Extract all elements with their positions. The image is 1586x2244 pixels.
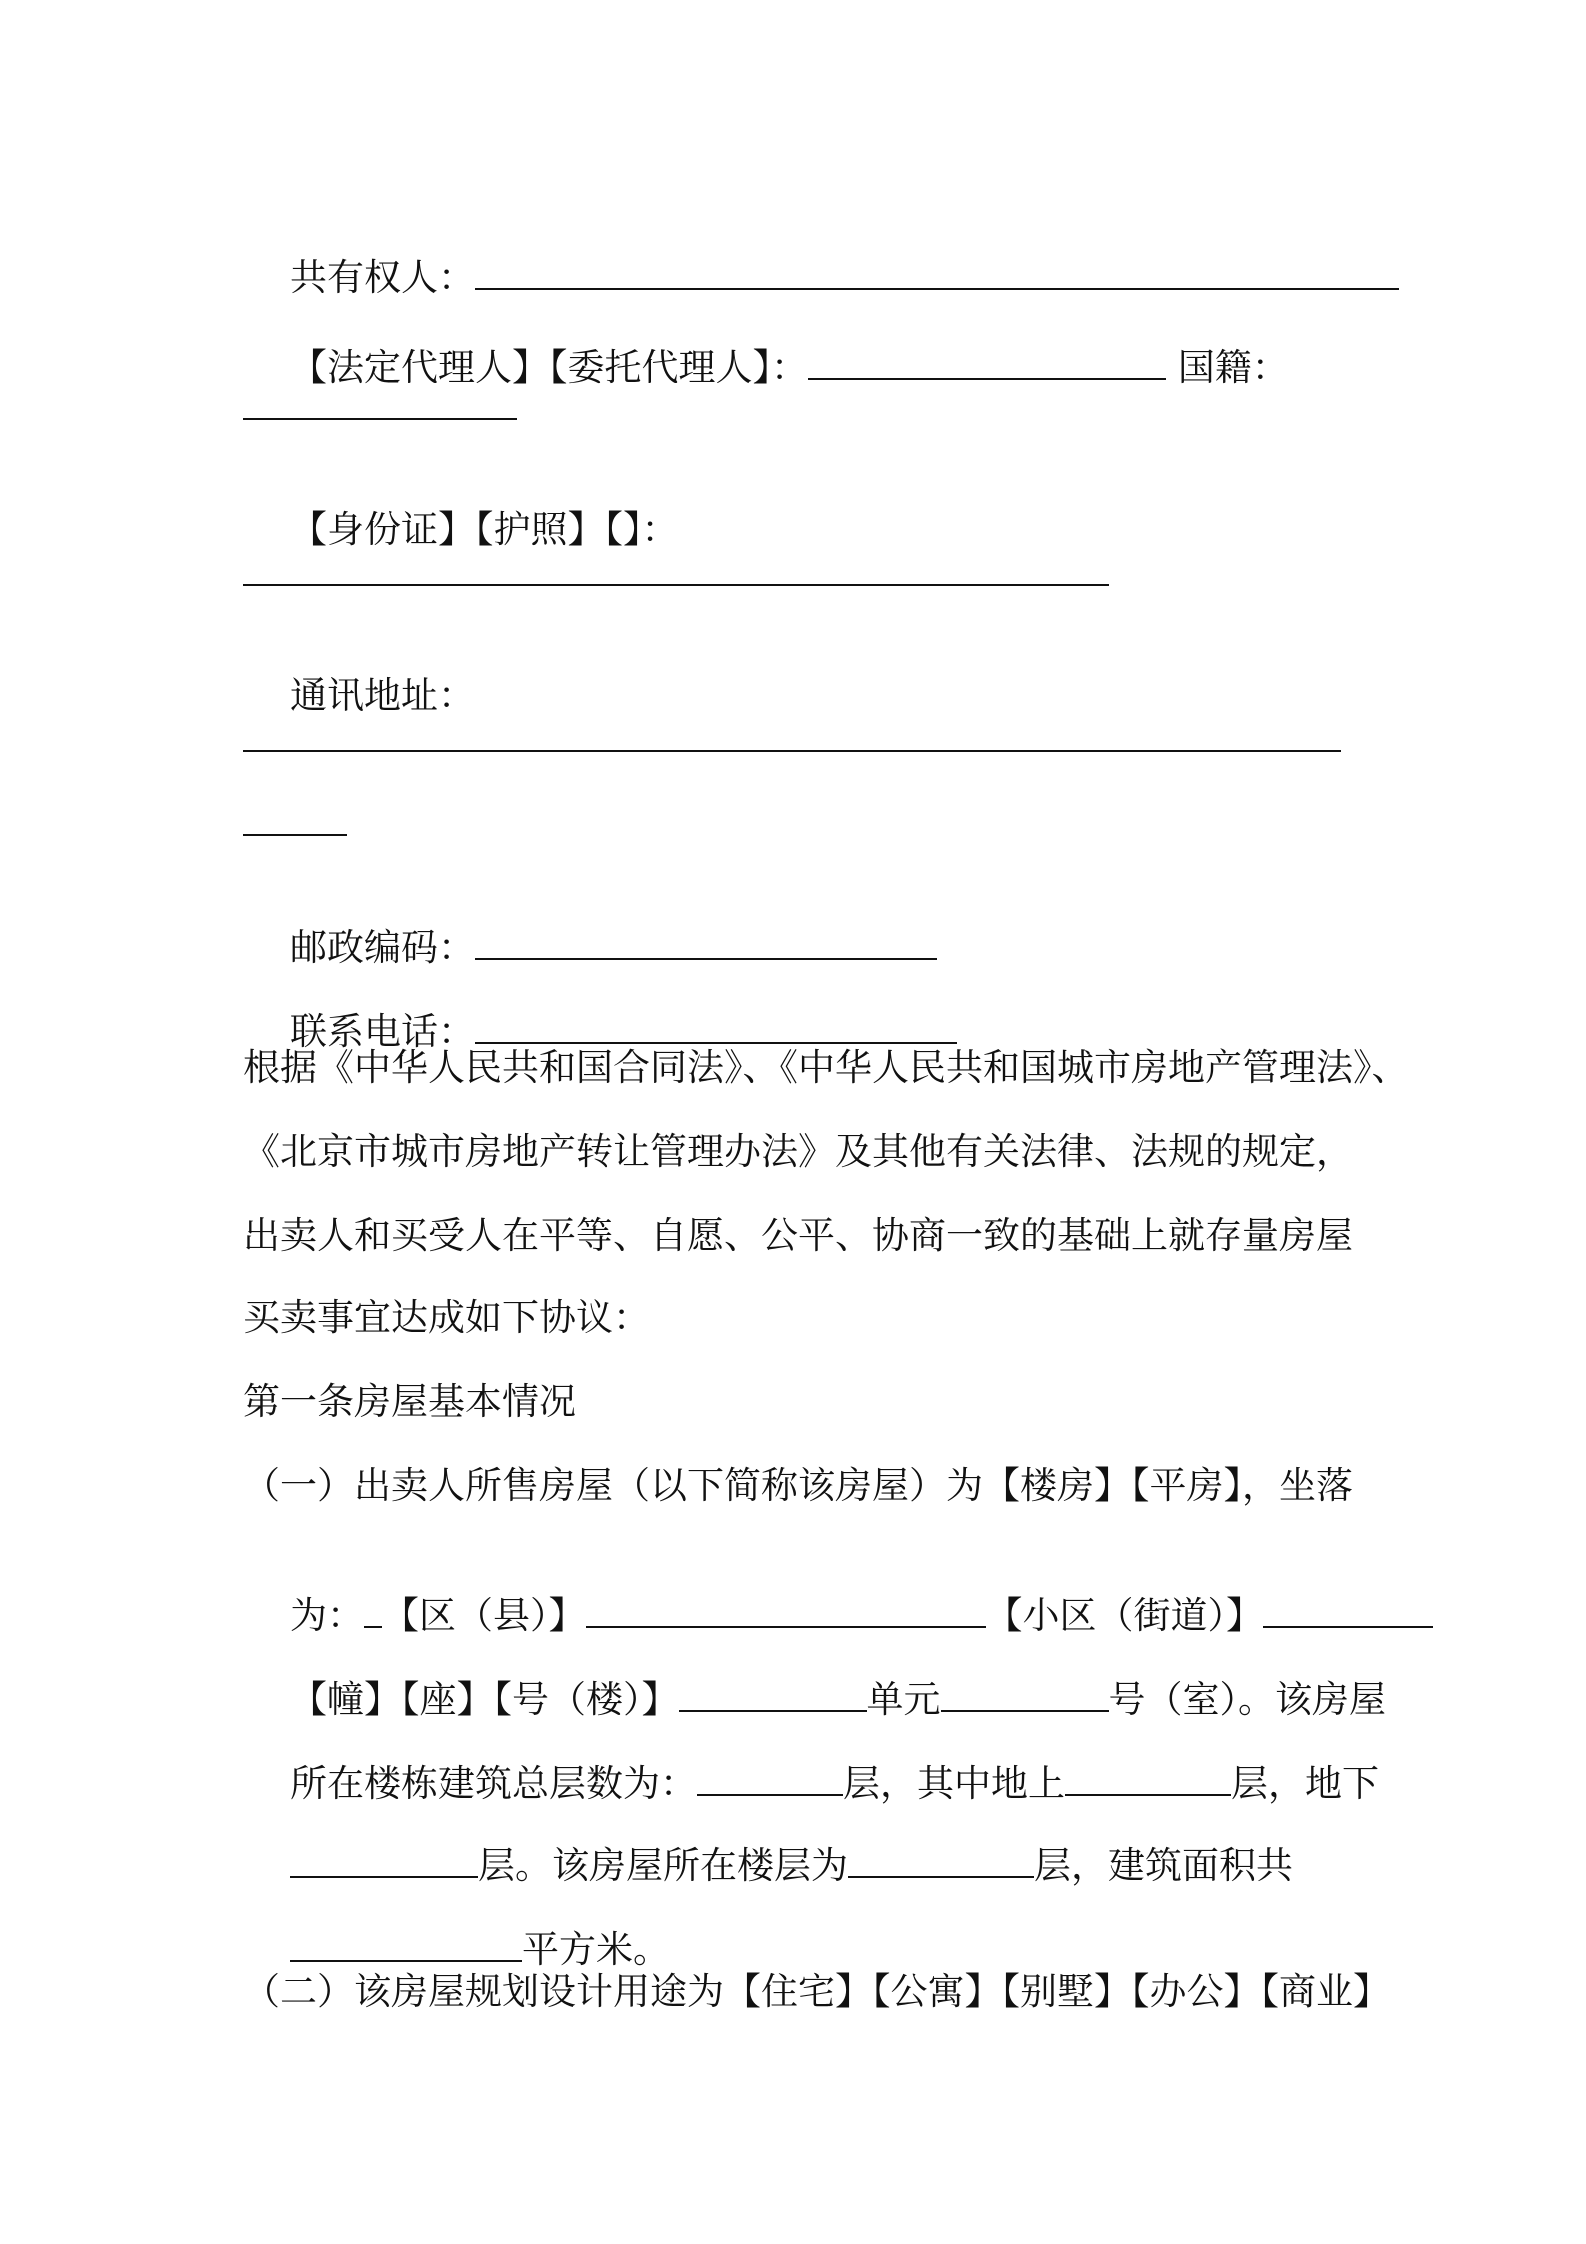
unit-label: 单元	[866, 1678, 941, 1721]
nationality-blank[interactable]	[243, 418, 517, 420]
article-1-clause-1-line-6	[243, 1878, 671, 1971]
id-doc-line	[243, 458, 679, 551]
address-blank-1[interactable]	[243, 750, 1341, 752]
article-1-clause-1-line-5	[243, 1794, 1294, 1887]
building-blank[interactable]	[679, 1680, 867, 1712]
address-blank-2[interactable]	[243, 834, 347, 836]
phone-blank[interactable]	[475, 1012, 957, 1044]
agent-line	[243, 296, 1289, 389]
address-label: 通讯地址：	[290, 674, 476, 717]
floor-label: 层。该房屋所在楼层为	[478, 1844, 849, 1887]
article-1-clause-1-line-2	[243, 1544, 1433, 1637]
building-label: 【幢】【座】【号（楼）】	[290, 1678, 679, 1721]
agent-label: 【法定代理人】【委托代理人】：	[290, 346, 809, 389]
postal-code-label: 邮政编码：	[290, 926, 476, 969]
district-label: 【区（县）】	[382, 1594, 586, 1637]
article-1-clause-2-line-1: （二）该房屋规划设计用途为【住宅】【公寓】【别墅】【办公】【商业】	[243, 1970, 1390, 2013]
phone-line	[243, 960, 957, 1053]
nationality-label: 国籍：	[1177, 346, 1289, 389]
id-doc-label: 【身份证】【护照】【】：	[290, 508, 679, 551]
total-floors-label: 所在楼栋建筑总层数为：	[290, 1762, 698, 1805]
community-blank[interactable]	[1263, 1596, 1433, 1628]
article-1-clause-1-line-4	[243, 1712, 1380, 1805]
below-ground-blank[interactable]	[290, 1846, 478, 1878]
area-unit: 平方米。	[522, 1928, 671, 1971]
location-blank-lead[interactable]	[364, 1596, 382, 1628]
above-ground-label: 层，其中地上	[843, 1762, 1066, 1805]
room-label: 号（室）。该房屋	[1108, 1678, 1387, 1721]
postal-code-line	[243, 876, 937, 969]
unit-blank[interactable]	[941, 1680, 1109, 1712]
community-label: 【小区（街道）】	[985, 1594, 1264, 1637]
preamble-line-2: 《北京市城市房地产转让管理办法》及其他有关法律、法规的规定，	[243, 1130, 1353, 1173]
address-line	[243, 624, 476, 717]
co-owner-label: 共有权人：	[290, 256, 476, 299]
article-1-title: 第一条房屋基本情况	[243, 1380, 576, 1423]
agent-blank[interactable]	[808, 348, 1166, 380]
article-1-clause-1-line-1: （一）出卖人所售房屋（以下简称该房屋）为【楼房】【平房】，坐落	[243, 1464, 1353, 1507]
above-ground-blank[interactable]	[1065, 1764, 1231, 1796]
location-prefix: 为：	[290, 1594, 365, 1637]
co-owner-blank[interactable]	[475, 258, 1399, 290]
article-1-clause-1-line-3	[243, 1628, 1387, 1721]
preamble-line-4: 买卖事宜达成如下协议：	[243, 1296, 650, 1339]
area-label: 层，建筑面积共	[1034, 1844, 1294, 1887]
co-owner-line	[243, 206, 1399, 299]
total-floors-blank[interactable]	[697, 1764, 843, 1796]
postal-code-blank[interactable]	[475, 928, 937, 960]
area-blank[interactable]	[290, 1930, 522, 1962]
id-doc-blank[interactable]	[243, 584, 1109, 586]
phone-label: 联系电话：	[290, 1010, 476, 1053]
below-ground-label: 层，地下	[1231, 1762, 1380, 1805]
floor-blank[interactable]	[848, 1846, 1034, 1878]
district-blank[interactable]	[586, 1596, 986, 1628]
preamble-line-1: 根据《中华人民共和国合同法》、《中华人民共和国城市房地产管理法》、	[243, 1046, 1409, 1089]
preamble-line-3: 出卖人和买受人在平等、自愿、公平、协商一致的基础上就存量房屋	[243, 1214, 1353, 1257]
